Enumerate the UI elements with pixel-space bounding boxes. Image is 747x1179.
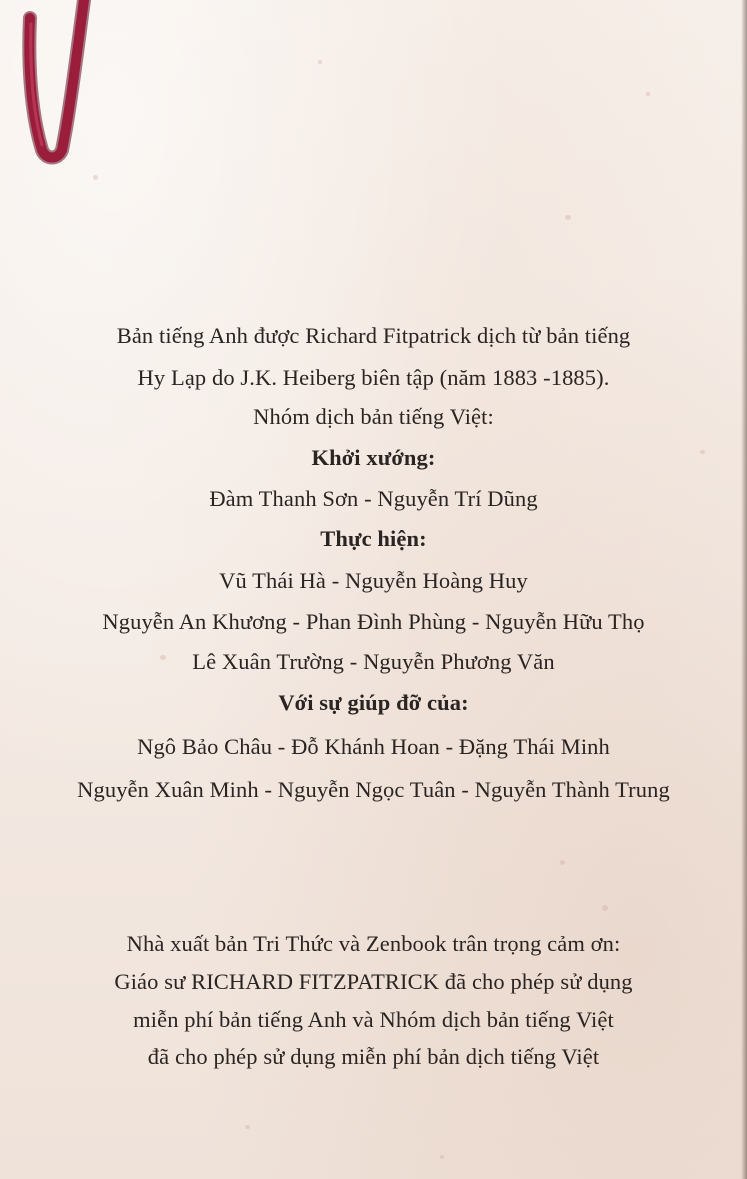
- initiator-heading: Khởi xướng:: [311, 445, 436, 470]
- paper-speck: [318, 60, 322, 64]
- intro-line-1: Bản tiếng Anh được Richard Fitpatrick dịch từ bản tiếng: [116, 323, 631, 348]
- paper-speck: [440, 1155, 444, 1159]
- executor-names-line-3: Lê Xuân Trường - Nguyễn Phương Văn: [192, 649, 555, 674]
- executor-names-line-1: Vũ Thái Hà - Nguyễn Hoàng Huy: [219, 568, 528, 593]
- paper-speck: [93, 175, 98, 180]
- intro-line-2: Hy Lạp do J.K. Heiberg biên tập (năm 1883 -1885).: [137, 365, 610, 390]
- helper-names-line-2: Nguyễn Xuân Minh - Nguyễn Ngọc Tuân - Nguyễn Thành Trung: [77, 777, 670, 802]
- translation-group-heading: Nhóm dịch bản tiếng Việt:: [253, 404, 494, 429]
- acknowledgement-line-2: Giáo sư RICHARD FITZPATRICK đã cho phép sử dụng: [114, 969, 633, 994]
- executor-names-line-2: Nguyễn An Khương - Phan Đình Phùng - Nguyễn Hữu Thọ: [102, 609, 645, 634]
- page-edge-shadow: [741, 0, 747, 1179]
- executor-heading: Thực hiện:: [320, 526, 427, 551]
- paper-speck: [565, 215, 571, 220]
- helpers-heading: Với sự giúp đỡ của:: [278, 690, 469, 715]
- paper-speck: [560, 860, 565, 865]
- initiator-names: Đàm Thanh Sơn - Nguyễn Trí Dũng: [209, 486, 538, 511]
- paper-speck: [602, 905, 608, 911]
- acknowledgement-line-4: đã cho phép sử dụng miễn phí bản dịch tiếng Việt: [147, 1044, 600, 1069]
- bookmark-ribbon: [0, 0, 110, 170]
- acknowledgement-line-1: Nhà xuất bản Tri Thức và Zenbook trân trọng cảm ơn:: [126, 931, 621, 956]
- helper-names-line-1: Ngô Bảo Châu - Đỗ Khánh Hoan - Đặng Thái Minh: [137, 734, 610, 759]
- acknowledgement-line-3: miễn phí bản tiếng Anh và Nhóm dịch bản tiếng Việt: [133, 1007, 614, 1032]
- paper-speck: [245, 1125, 250, 1129]
- paper-speck: [646, 92, 650, 96]
